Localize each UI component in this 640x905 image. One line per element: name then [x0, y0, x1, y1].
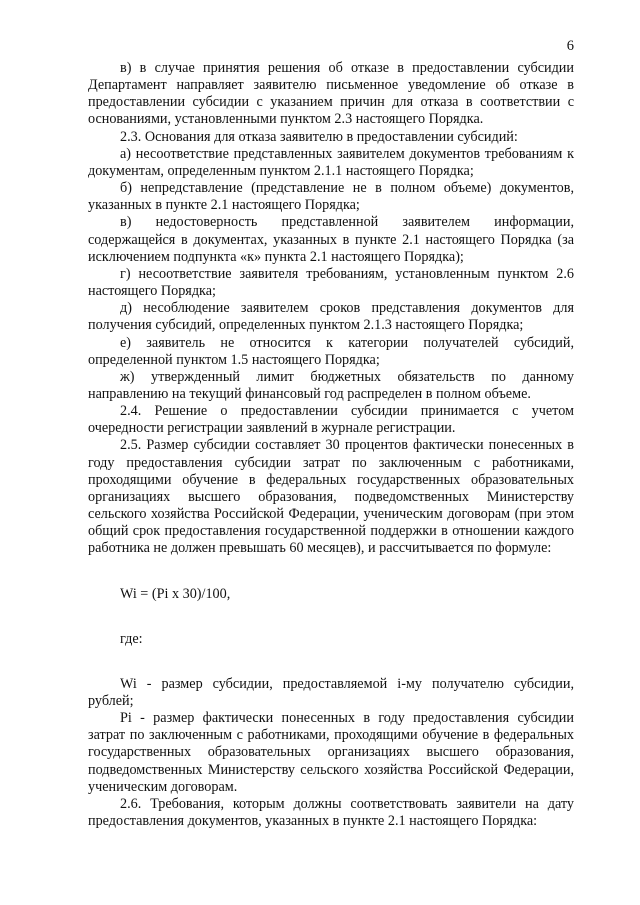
page-number: 6 — [566, 38, 574, 54]
paragraph-2-3-zh: ж) утвержденный лимит бюджетных обязательств по данному направлению на текущий финансовый год распределен в полном объеме. — [88, 368, 574, 402]
paragraph-3-2-v: в) в случае принятия решения об отказе в предоставлении субсидии Департамент направляет заявителю письменное уведомление об отказе в предоставлении субсидии с указанием причин для отказа в соответствии с основаниями, установленными пунктом 2.3 настоящего Порядка. — [88, 60, 574, 128]
definition-pi: Pi - размер фактически понесенных в году предоставления субсидии затрат по заключенным с работниками, проходящими обучение в федеральных государственных образовательных организациях высшего образования, подведомственных Министерству сельского хозяйства Российской Федерации, ученическим договорам. — [88, 710, 574, 795]
definition-wi: Wi - размер субсидии, предоставляемой i-му получателю субсидии, рублей; — [88, 675, 574, 709]
paragraph-2-4: 2.4. Решение о предоставлении субсидии принимается с учетом очередности регистрации заявлений в журнале регистрации. — [88, 403, 574, 437]
paragraph-2-3-e: е) заявитель не относится к категории получателей субсидий, определенной пунктом 1.5 настоящего Порядка; — [88, 334, 574, 368]
paragraph-2-3-g: г) несоответствие заявителя требованиям, установленным пунктом 2.6 настоящего Порядка; — [88, 265, 574, 300]
formula-where-label: где: — [120, 630, 143, 647]
paragraph-2-3-a: а) несоответствие представленных заявителем документов требованиям к документам, определенным пунктом 2.1.1 настоящего Порядка; — [88, 145, 574, 179]
paragraph-2-3-heading: 2.3. Основания для отказа заявителю в предоставлении субсидий: — [120, 128, 518, 145]
paragraph-2-5: 2.5. Размер субсидии составляет 30 процентов фактически понесенных в году предоставления субсидии затрат по заключенным с работниками, проходящими обучение в федеральных государственных образовательных организациях высшего образования, подведомственных Министерству сельского хозяйства Российской Федерации, ученическим договорам (при этом общий срок предоставления государственной поддержки в отношении каждого работника не должен превышать 60 месяцев), и рассчитывается по формуле: — [88, 437, 574, 557]
paragraph-2-3-d: д) несоблюдение заявителем сроков представления документов для получения субсидий, определенных пунктом 2.1.3 настоящего Порядка; — [88, 300, 574, 334]
document-body — [88, 60, 574, 830]
paragraph-2-3-b: б) непредставление (представление не в полном объеме) документов, указанных в пункте 2.1 настоящего Порядка; — [88, 180, 574, 214]
paragraph-2-6: 2.6. Требования, которым должны соответствовать заявители на дату предоставления документов, указанных в пункте 2.1 настоящего Порядка: — [88, 795, 574, 830]
formula: Wi = (Pi x 30)/100, — [120, 585, 231, 602]
paragraph-2-3-v: в) недостоверность представленной заявителем информации, содержащейся в документах, указанных в пункте 2.1 настоящего Порядка (за исключением подпункта «к» пункта 2.1 настоящего Порядка); — [88, 214, 574, 265]
